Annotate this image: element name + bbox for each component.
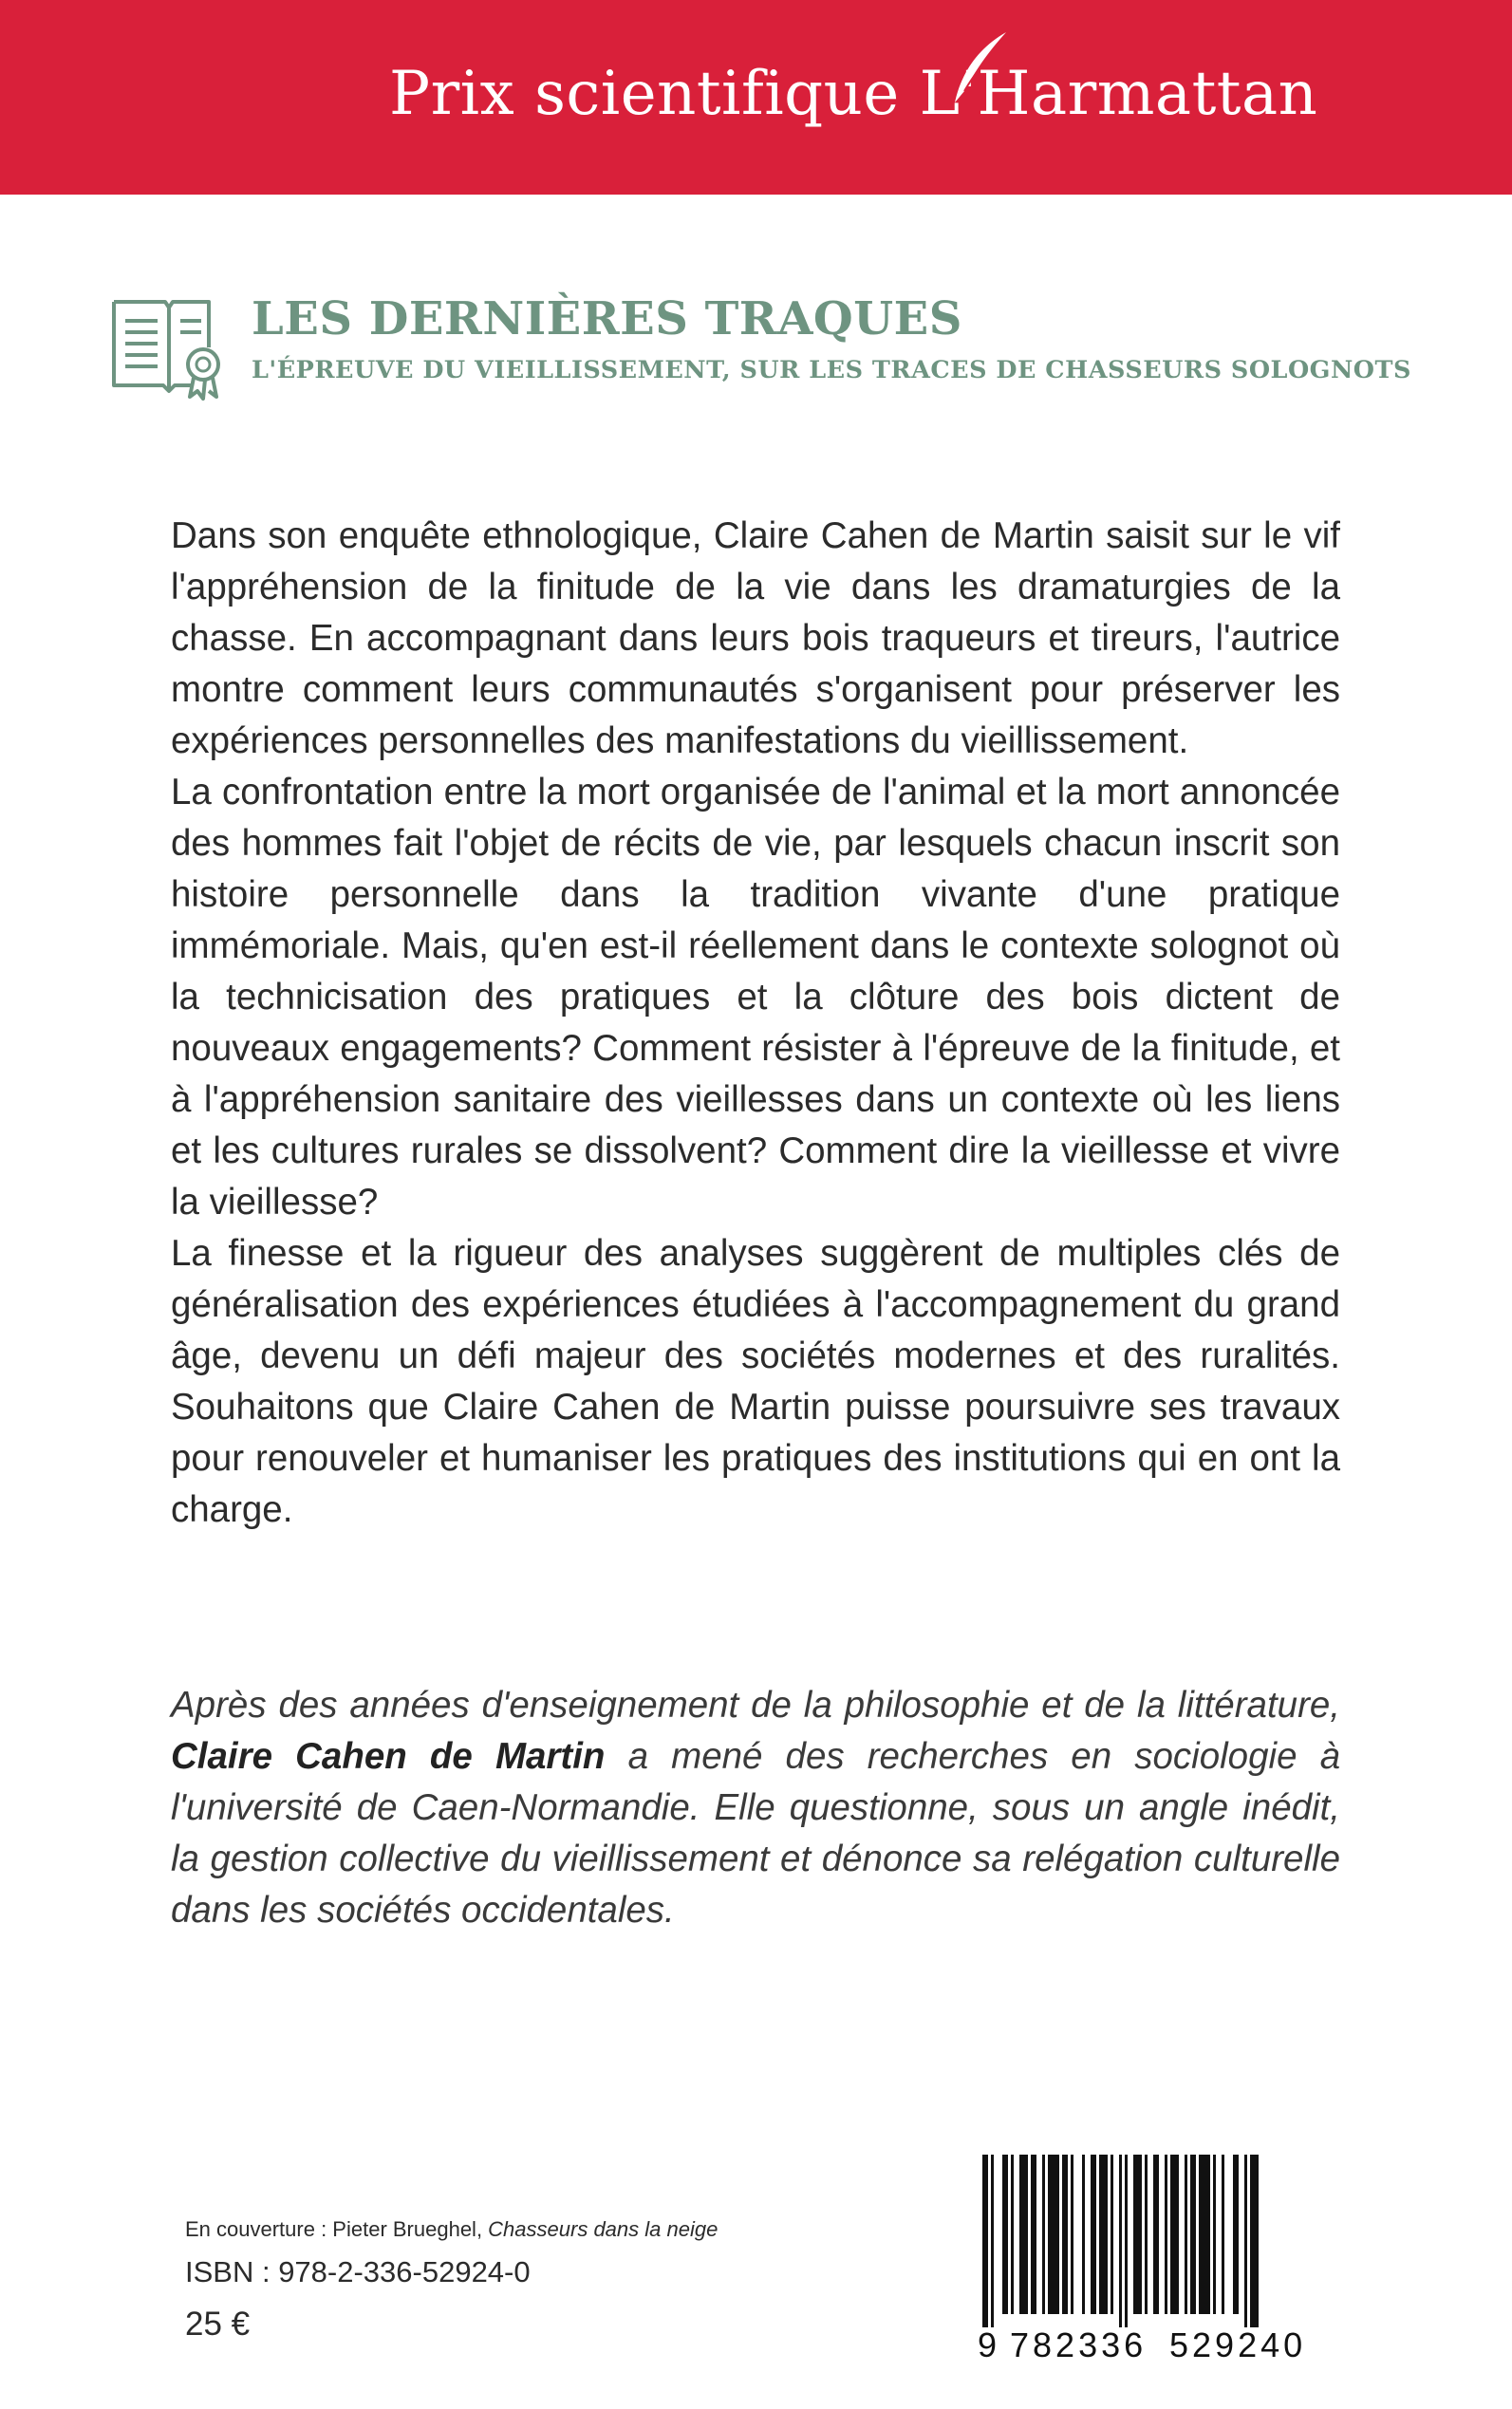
barcode-bar [1170,2155,1179,2314]
barcode-bar [1153,2155,1159,2314]
barcode-bar [1099,2155,1108,2314]
author-bio [171,1680,1340,1936]
barcode-digits-right: 529240 [1169,2325,1307,2364]
barcode-bar [1011,2155,1014,2314]
barcode-bar [1244,2155,1247,2327]
barcode-bar [1019,2155,1028,2314]
book-title: LES DERNIÈRES TRAQUES [252,292,962,345]
price: 25 € [185,2306,251,2343]
blurb-paragraph: La confrontation entre la mort organisée de l'animal et la mort annoncée des hommes fait l'objet de récits de vie, par lesquels chacun inscrit son histoire personnelle dans la tradition vivante d'une pratique immémoriale. Mais, qu'en est-il réellement dans le contexte solognot où la technicisation des pratiques et la clôture des bois dictent de nouveaux engagements? Comment résister à l'épreuve de la finitude, et à l'appréhension sanitaire des vieillesses dans un contexte où les liens et les cultures rurales se dissolvent? Comment dire la vieillesse et vivre la vieillesse? [171,772,1340,1223]
blurb-paragraph: La finesse et la rigueur des analyses suggèrent de multiples clés de généralisation des expériences étudiées à l'accompagnement du grand âge, devenu un défi majeur des sociétés modernes et des ruralités. Souhaitons que Claire Cahen de Martin puisse poursuivre ses travaux pour renouveler et humaniser les pratiques des institutions qui en ont la charge. [171,1233,1340,1530]
bio-text-rest: a mené des recherches en sociologie à l'université de Caen-Normandie. Elle questionne, sous un angle inédit, la gestion collective du vieillissement et dénonce sa relégation culturelle dans les sociétés occidentales. [171,1736,1341,1931]
barcode-bar [1119,2155,1122,2327]
barcode-bar [1111,2155,1113,2314]
barcode-bar [1062,2155,1068,2314]
barcode-bars [973,2147,1332,2327]
barcode-bar [1048,2155,1059,2314]
barcode-bar [1233,2155,1239,2314]
cover-artwork-title: Chasseurs dans la neige [488,2217,719,2241]
isbn: ISBN : 978-2-336-52924-0 [185,2255,531,2288]
barcode-bar [1199,2155,1210,2314]
barcode-bar [1082,2155,1085,2314]
barcode-bar [1133,2155,1142,2314]
barcode-digit-first: 9 [978,2325,998,2364]
back-cover-blurb [171,511,1340,1536]
barcode-bar [991,2155,994,2327]
barcode-bar [1091,2155,1096,2314]
bio-text-intro: Après des années d'enseignement de la philosophie et de la littérature, [171,1685,1340,1726]
barcode-bar [1250,2155,1259,2327]
barcode-bar [1213,2155,1216,2314]
barcode-bar [1031,2155,1036,2314]
barcode-bar [1125,2155,1128,2327]
barcode-digits-left: 782336 [1010,2325,1148,2364]
barcode-bar [1145,2155,1148,2314]
credits-block [185,2213,849,2348]
barcode-bar [982,2155,988,2327]
book-subtitle: L'ÉPREUVE DU VIEILLISSEMENT, SUR LES TRACES DE CHASSEURS SOLOGNOTS [252,356,1411,384]
author-name: Claire Cahen de Martin [171,1736,606,1777]
publisher-banner [0,0,1512,195]
barcode-bar [1071,2155,1073,2314]
banner-title: Prix scientifique L'Harmattan [389,59,1318,129]
quill-pen-icon [943,28,1010,104]
cover-credit-prefix: En couverture : Pieter Brueghel, [185,2217,489,2241]
barcode-bar [1185,2155,1187,2314]
barcode-bar [1190,2155,1196,2314]
barcode-bar [1165,2155,1167,2314]
barcode-bar [1222,2155,1224,2314]
barcode-bar [1002,2155,1008,2314]
cover-credit [185,2213,849,2246]
blurb-paragraph: Dans son enquête ethnologique, Claire Cahen de Martin saisit sur le vif l'appréhension de la finitude de la vie dans les dramaturgies de la chasse. En accompagnant dans leurs bois traqueurs et tireurs, l'autrice montre comment leurs communautés s'organisent pour préserver les expériences personnelles des manifestations du vieillissement. [171,515,1340,761]
book-award-icon [110,294,232,401]
barcode-bar [1042,2155,1045,2314]
